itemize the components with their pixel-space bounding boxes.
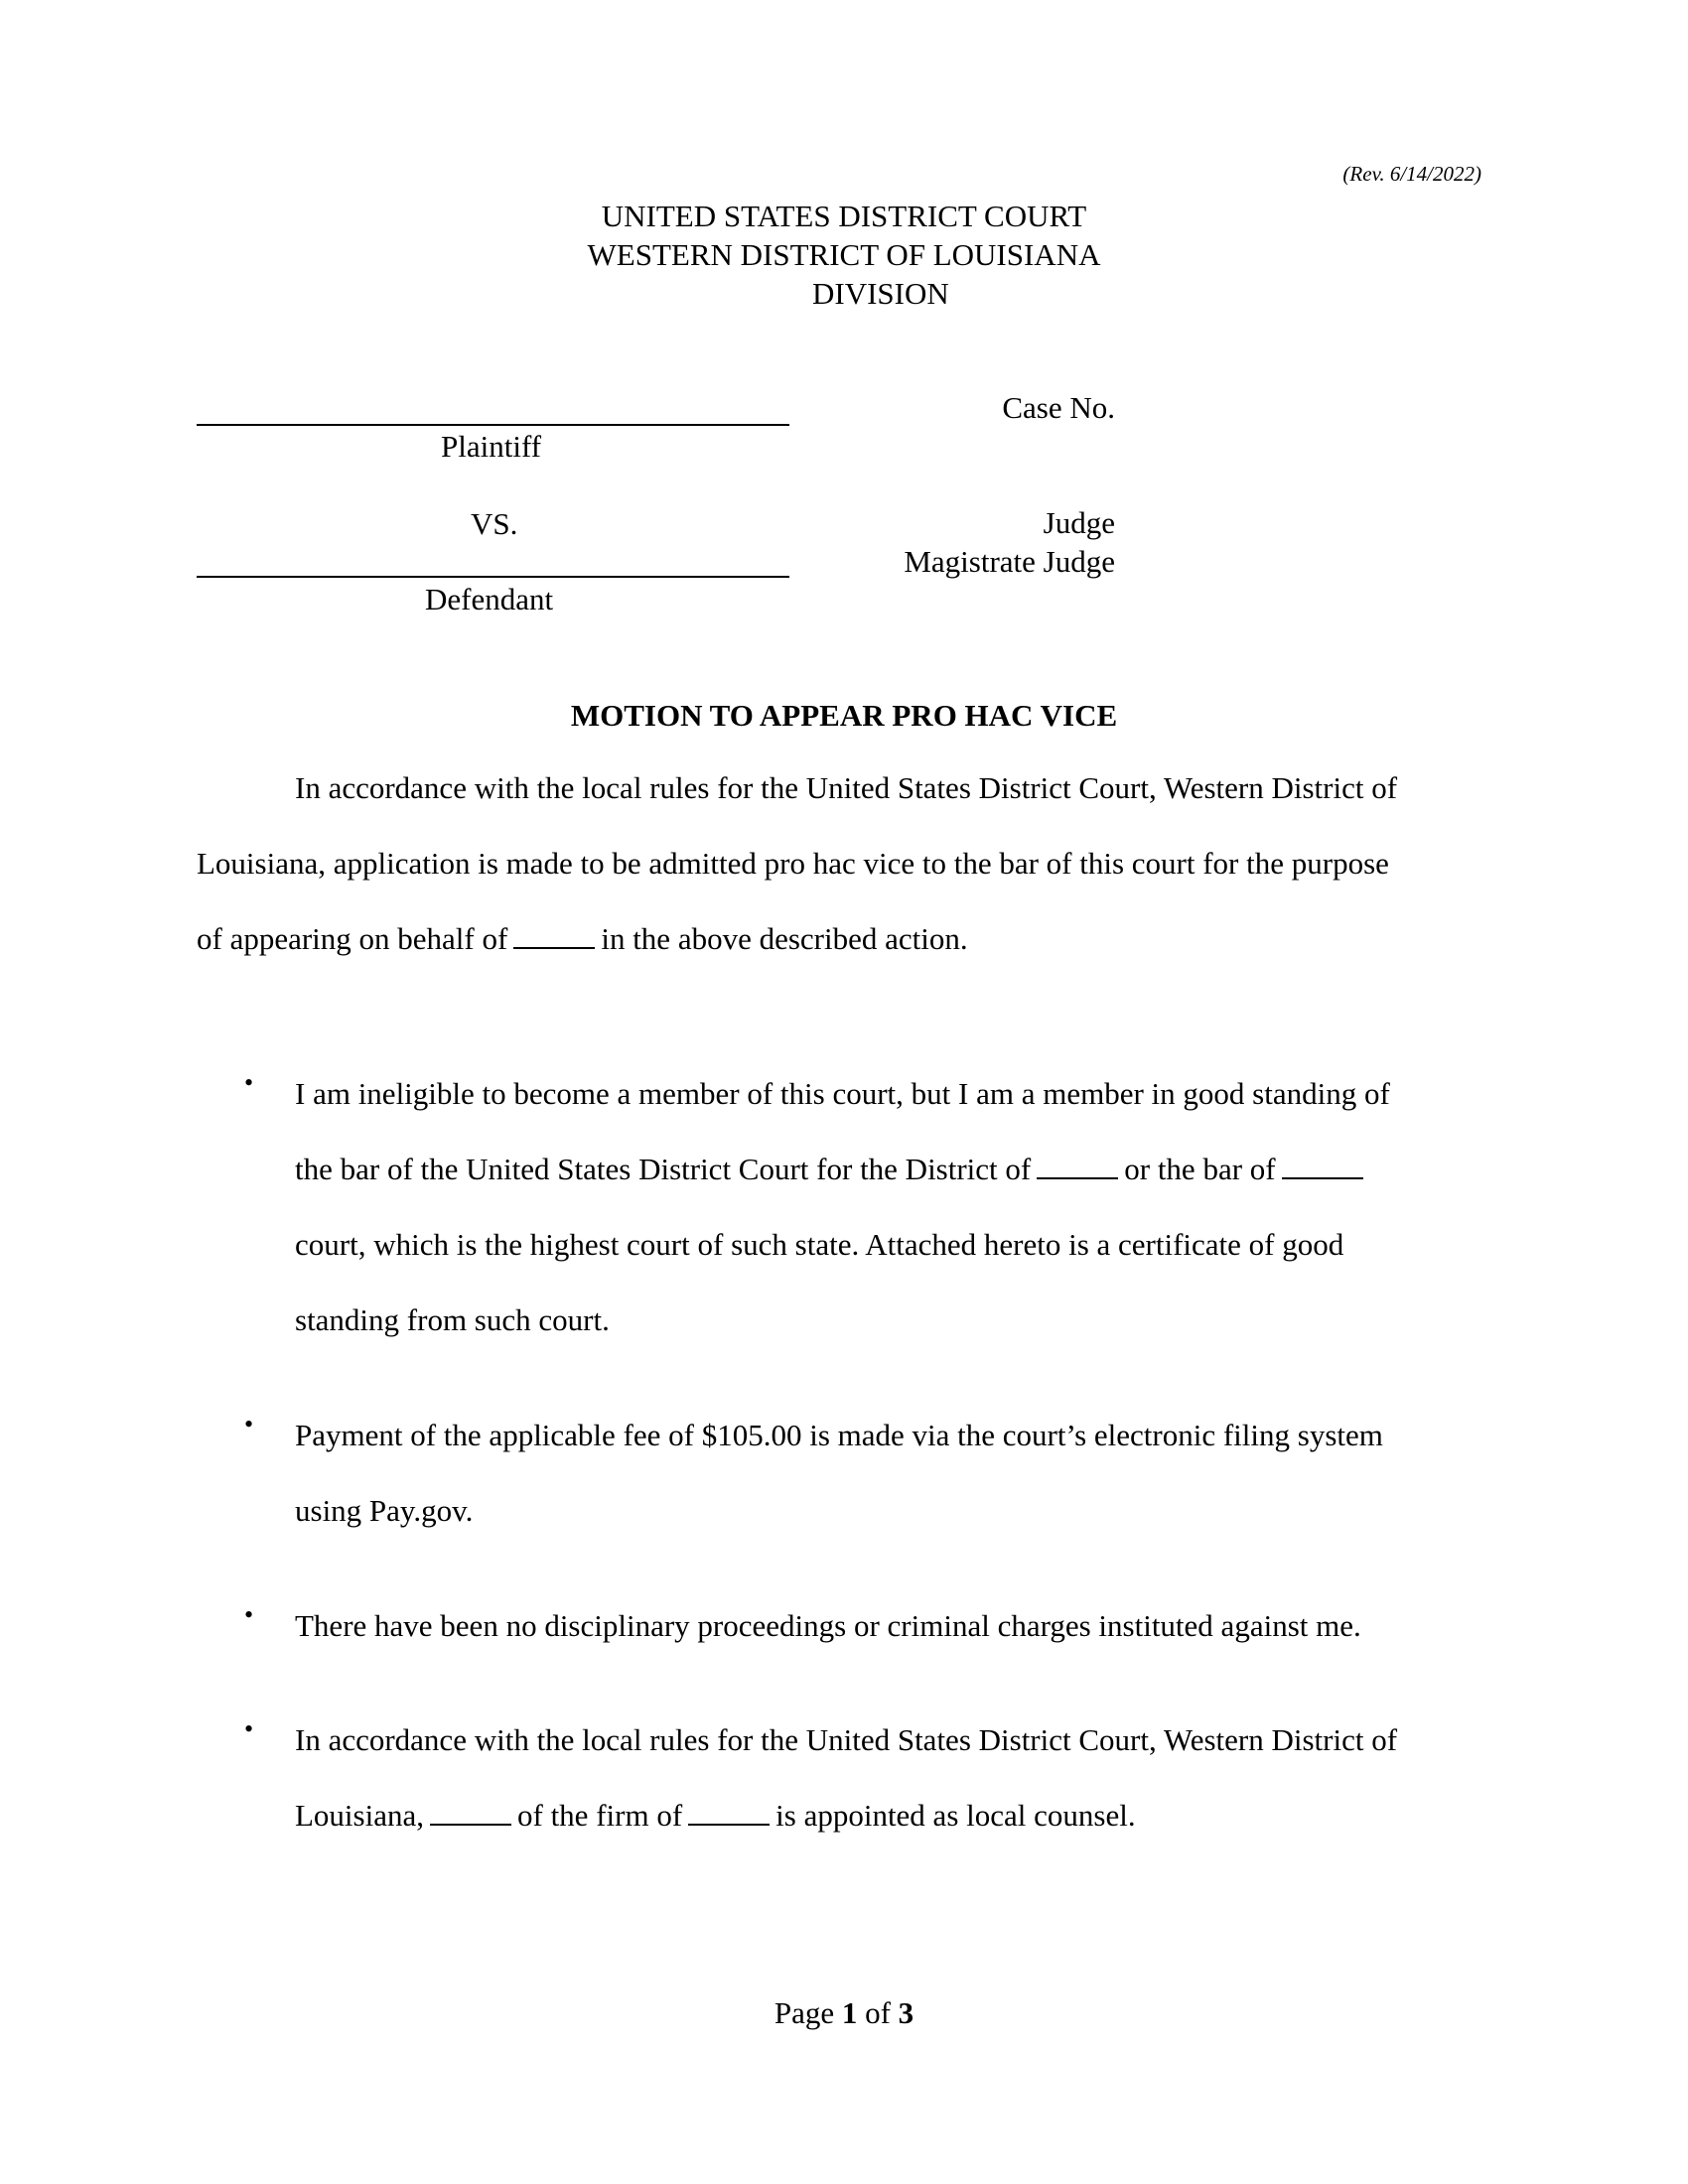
page-number: Page 1 of 3 <box>774 1995 914 2030</box>
bullet-1-text <box>295 1056 1496 1358</box>
bullet-1-line-3: court, which is the highest court of such state. Attached hereto is a certificate of good <box>295 1227 1344 1262</box>
district-blank-field[interactable] <box>1037 1152 1118 1179</box>
intro-line-1: In accordance with the local rules for the United States District Court, Western District of <box>295 770 1398 805</box>
plaintiff-label: Plaintiff <box>441 429 542 464</box>
bullet-2-line-1: Payment of the applicable fee of $105.00 is made via the court’s electronic filing system <box>295 1418 1383 1452</box>
plaintiff-signature-line <box>197 424 789 426</box>
bullet-1-line-1: I am ineligible to become a member of this court, but I am a member in good standing of <box>295 1076 1390 1111</box>
bullet-3-line-1: There have been no disciplinary proceedings or criminal charges instituted against me. <box>295 1608 1361 1643</box>
bullet-2-text <box>295 1398 1496 1549</box>
intro-line-3-before: of appearing on behalf of <box>197 921 508 956</box>
bullet-1-line-4: standing from such court. <box>295 1302 610 1337</box>
division-label: DIVISION <box>812 276 949 311</box>
revision-date: (Rev. 6/14/2022) <box>1342 162 1481 186</box>
bullet-1-line-2: the bar of the United States District Court for the District of or the bar of <box>295 1132 1496 1207</box>
document-title: MOTION TO APPEAR PRO HAC VICE <box>570 698 1118 733</box>
intro-line-3-after: in the above described action. <box>601 921 968 956</box>
intro-line-2: Louisiana, application is made to be admitted pro hac vice to the bar of this court for the purpose <box>197 846 1389 881</box>
bullet-3-marker: • <box>244 1600 254 1629</box>
court-name: UNITED STATES DISTRICT COURT <box>601 199 1087 233</box>
bullet-4-line-2: Louisiana, of the firm of is appointed as local counsel. <box>295 1798 1136 1833</box>
local-counsel-blank-field[interactable] <box>430 1798 511 1826</box>
bullet-3-text <box>295 1588 1496 1664</box>
judge-label: Judge <box>1043 505 1115 540</box>
defendant-label: Defendant <box>425 582 554 616</box>
firm-blank-field[interactable] <box>688 1798 770 1826</box>
bullet-1-marker: • <box>244 1068 254 1097</box>
bullet-2-marker: • <box>244 1410 254 1438</box>
bullet-4-marker: • <box>244 1714 254 1743</box>
vs-label: VS. <box>471 506 518 541</box>
magistrate-judge-label: Magistrate Judge <box>904 544 1115 579</box>
defendant-signature-line <box>197 576 789 578</box>
case-no-label: Case No. <box>1002 390 1115 425</box>
bullet-4-text <box>295 1703 1496 1853</box>
district-name: WESTERN DISTRICT OF LOUISIANA <box>587 237 1101 272</box>
bullet-2-line-2: using Pay.gov. <box>295 1493 474 1528</box>
party-blank-field[interactable] <box>513 921 595 949</box>
state-bar-blank-field[interactable] <box>1282 1152 1363 1179</box>
bullet-4-line-1: In accordance with the local rules for the United States District Court, Western District of <box>295 1722 1398 1757</box>
intro-line-3 <box>197 901 968 977</box>
